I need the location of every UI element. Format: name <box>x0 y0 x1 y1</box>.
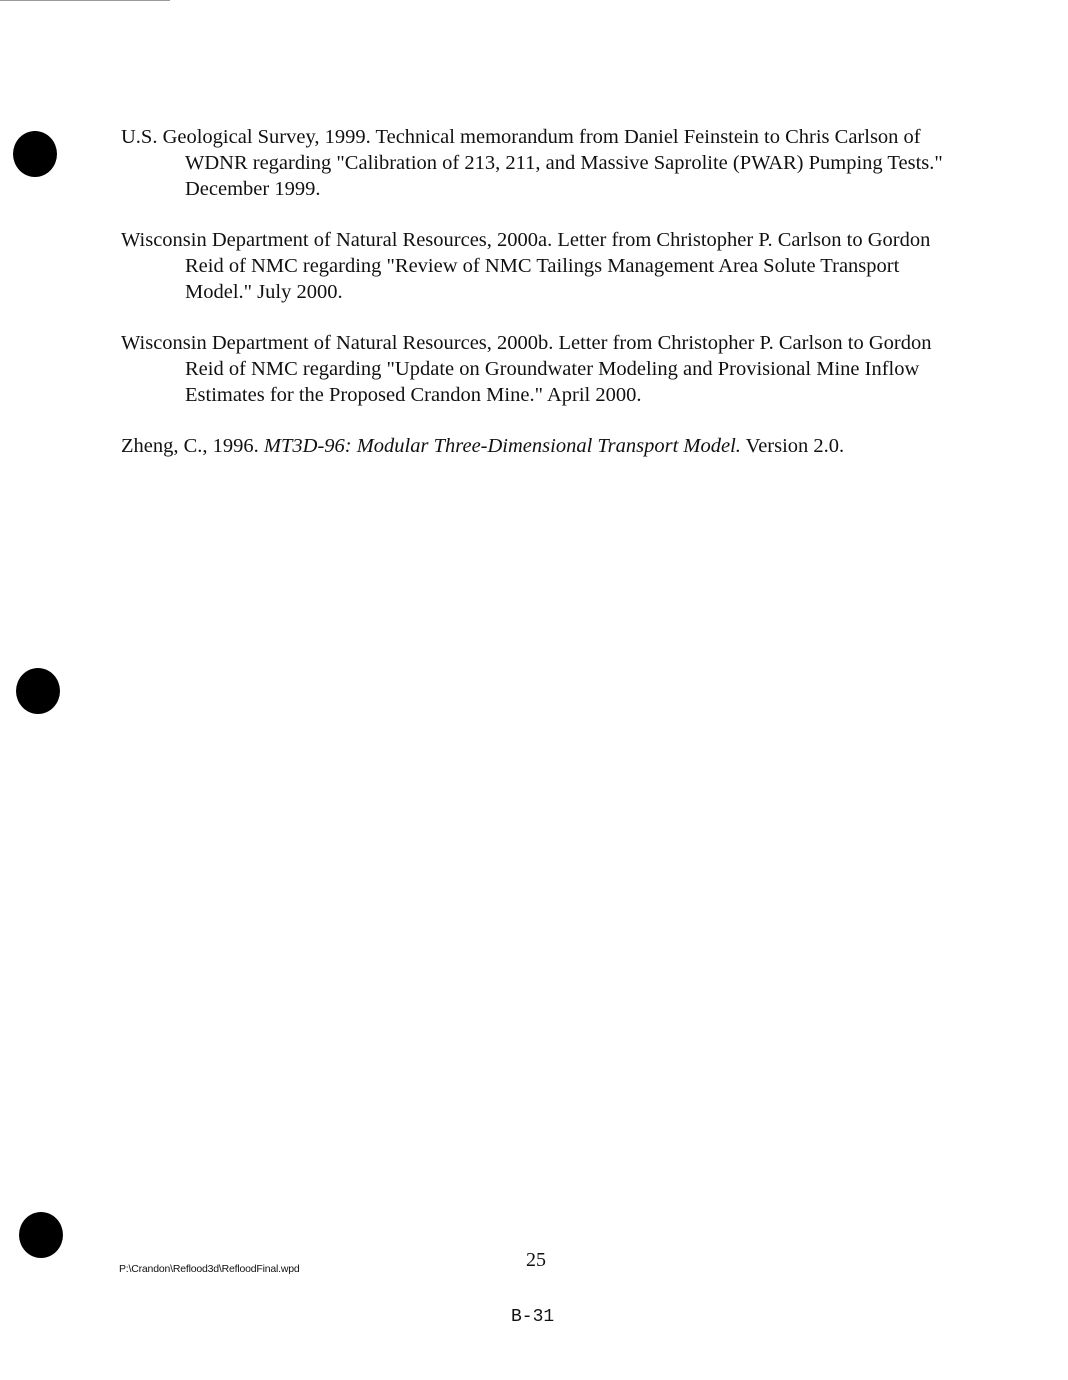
reference-zheng-suffix: Version 2.0. <box>740 435 845 457</box>
reference-wdnr-2000a: Wisconsin Department of Natural Resources, 2000a. Letter from Christopher P. Carlson to Gordon Reid of NMC regarding "Review of NMC Tailings Management Area Solute Transport Model." July 2000. <box>121 229 931 303</box>
reference-usgs-1999: U.S. Geological Survey, 1999. Technical memorandum from Daniel Feinstein to Chris Carlson of WDNR regarding "Calibration of 213, 211, and Massive Saprolite (PWAR) Pumping Tests." December 1999. <box>121 126 943 200</box>
reference-zheng-1996 <box>121 433 971 459</box>
appendix-page-number: B-31 <box>511 1307 555 1327</box>
page-number: 25 <box>526 1249 546 1271</box>
footer-file-path: P:\Crandon\Reflood3d\RefloodFinal.wpd <box>119 1263 300 1275</box>
reference-wdnr-2000b: Wisconsin Department of Natural Resources, 2000b. Letter from Christopher P. Carlson to Gordon Reid of NMC regarding "Update on Groundwater Modeling and Provisional Mine Inflow Estimates for the Proposed Crandon Mine." April 2000. <box>121 332 932 406</box>
reference-list <box>121 124 971 484</box>
reference-zheng-prefix: Zheng, C., 1996. <box>121 435 264 457</box>
punch-hole-top <box>13 131 57 177</box>
top-scan-rule <box>0 0 170 1</box>
reference-zheng-title: MT3D-96: Modular Three-Dimensional Transport Model. <box>263 435 741 457</box>
punch-hole-middle <box>16 668 60 714</box>
punch-hole-bottom <box>19 1212 63 1258</box>
